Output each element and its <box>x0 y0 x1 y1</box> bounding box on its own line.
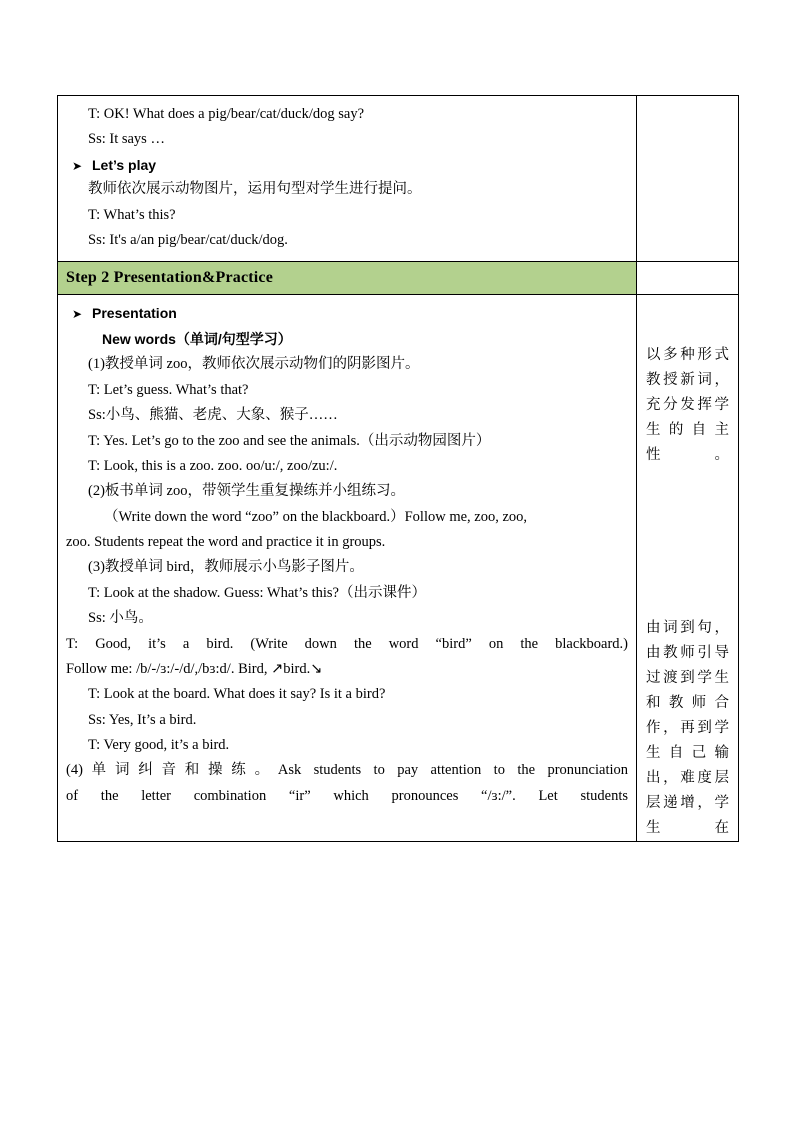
arrow-bullet-icon: ➤ <box>72 307 83 322</box>
body-line: T: Let’s guess. What’s that? <box>88 381 249 398</box>
body-line: T: Good, it’s a bird. (Write down the word “bird” on the blackboard.) <box>66 635 628 652</box>
body-line: （Write down the word “zoo” on the blackboard.）Follow me, zoo, zoo, <box>104 508 528 525</box>
body-line: (2)板书单词 zoo，带领学生重复操练并小组练习。 <box>88 483 405 500</box>
body-line: T: Look, this is a zoo. zoo. oo/u:/, zoo/zu:/. <box>88 457 338 474</box>
bullet-item-lets-play <box>66 153 628 178</box>
dialogue-line: Ss: It's a/an pig/bear/cat/duck/dog. <box>88 232 288 248</box>
arrow-bullet-icon: ➤ <box>72 158 83 173</box>
instruction-line: 教师依次展示动物图片，运用句型对学生进行提问。 <box>88 181 422 198</box>
table-row <box>58 295 739 841</box>
table-row <box>58 96 739 262</box>
step-heading: Step 2 Presentation&Practice <box>58 262 636 294</box>
dialogue-line: T: OK! What does a pig/bear/cat/duck/dog say? <box>88 106 365 122</box>
body-line: T: Look at the shadow. Guess: What’s this?（出示课件） <box>88 584 426 601</box>
dialogue-line: T: What’s this? <box>88 206 176 223</box>
body-line: T: Yes. Let’s go to the zoo and see the animals.（出示动物园图片） <box>88 432 491 449</box>
body-line: Follow me: /b/-/ɜ:/-/d/,/bɜ:d/. Bird, ↗bird.↘ <box>66 660 323 677</box>
table-cell-main-top <box>58 96 637 262</box>
bullet-label: Presentation <box>92 305 177 322</box>
body-line: (4)单词纠音和操练。Ask students to pay attention to the pronunciation <box>66 762 628 779</box>
lesson-plan-table <box>57 95 739 842</box>
body-line: T: Very good, it’s a bird. <box>88 737 230 754</box>
body-line: Ss: 小鸟。 <box>88 610 153 627</box>
body-line: T: Look at the board. What does it say? Is it a bird? <box>88 686 386 703</box>
body-line: (3)教授单词 bird，教师展示小鸟影子图片。 <box>88 559 364 576</box>
body-line: zoo. Students repeat the word and practice it in groups. <box>66 534 386 551</box>
bullet-item-presentation <box>66 301 628 326</box>
table-cell-side-banner <box>637 262 739 295</box>
body-line: of the letter combination “ir” which pronounces “/ɜ:/”. Let students <box>66 787 628 804</box>
body-line: Ss:小鸟、熊猫、老虎、大象、猴子…… <box>88 407 338 424</box>
body-line: (1)教授单词 zoo，教师依次展示动物们的阴影图片。 <box>88 356 420 373</box>
dialogue-line: Ss: It says … <box>88 131 165 148</box>
side-note-1: 以多种形式教授新词，充分发挥学生的自主性。 <box>646 347 729 464</box>
bullet-label: Let’s play <box>92 156 157 173</box>
table-cell-main-body <box>58 295 637 841</box>
subsection-heading-new-words: New words（单词/句型学习） <box>102 330 292 347</box>
side-note-2: 由词到句，由教师引导过渡到学生和教师合作，再到学生自己输出，难度层层递增，学生在 <box>646 620 729 836</box>
table-row <box>58 262 739 295</box>
table-cell-side-top <box>637 96 739 262</box>
table-cell-step-banner <box>58 262 637 295</box>
table-cell-side-notes <box>637 295 739 841</box>
body-line: Ss: Yes, It’s a bird. <box>88 711 197 728</box>
